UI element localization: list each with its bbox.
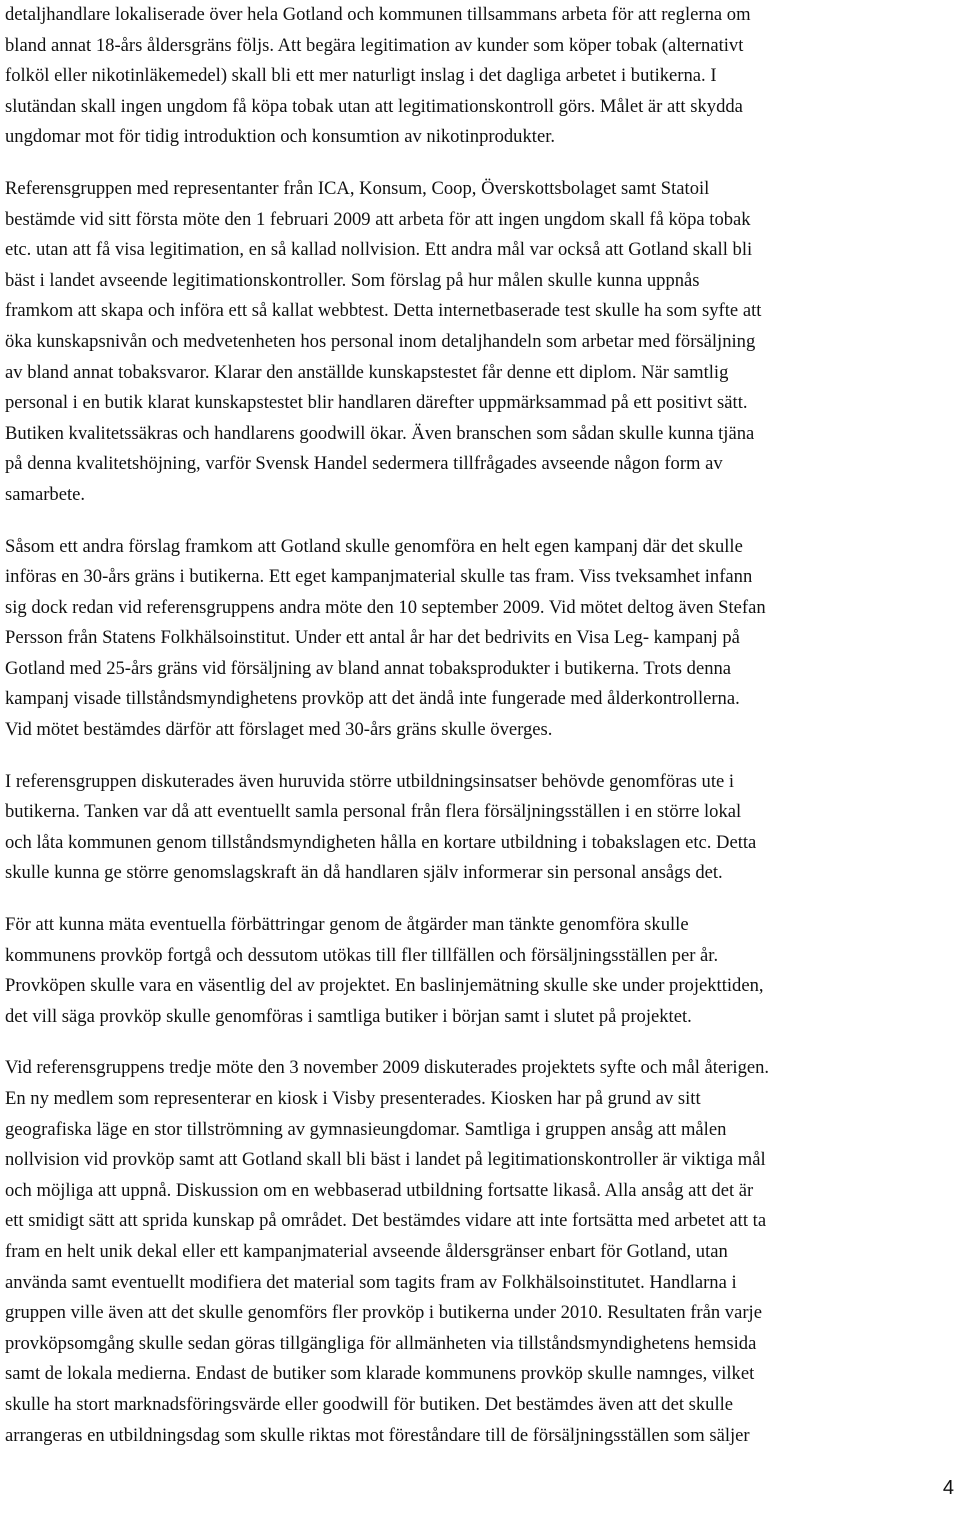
text-line: Referensgruppen med representanter från ICA, Konsum, Coop, Överskottsbolaget samt Statoil bbox=[5, 177, 710, 199]
text-line: samarbete. bbox=[5, 483, 86, 505]
text-line: kommunens provköp fortgå och dessutom utökas till fler tillfällen och försäljningsställen per år. bbox=[5, 944, 719, 966]
paragraph bbox=[5, 767, 957, 889]
text-line: Gotland med 25-års gräns vid försäljning av bland annat tobaksprodukter i butikerna. Trots denna bbox=[5, 657, 732, 679]
text-line: skulle ha stort marknadsföringsvärde eller goodwill för butiken. Det bestämdes även att det skulle bbox=[5, 1393, 734, 1415]
text-line: personal i en butik klarat kunskapstestet blir handlaren därefter uppmärksammad på ett positivt sätt. bbox=[5, 392, 748, 414]
text-line: För att kunna mäta eventuella förbättringar genom de åtgärder man tänkte genomföra skulle bbox=[5, 914, 689, 936]
text-line: slutändan skall ingen ungdom få köpa tobak utan att legitimationskontroll görs. Målet är att skydda bbox=[5, 95, 743, 117]
text-line: Såsom ett andra förslag framkom att Gotland skulle genomföra en helt egen kampanj där det skulle bbox=[5, 535, 743, 557]
text-line: butikerna. Tanken var då att eventuellt samla personal från flera försäljningsställen i en större lokal bbox=[5, 801, 742, 823]
text-line: arrangeras en utbildningsdag som skulle riktas mot föreståndare till de försäljningsställen som säljer bbox=[5, 1424, 750, 1446]
text-line: framkom att skapa och införa ett så kallat webbtest. Detta internetbaserade test skulle ha som syfte att bbox=[5, 300, 762, 322]
text-line: ett smidigt sätt att sprida kunskap på området. Det bestämdes vidare att inte fortsätta med arbetet att ta bbox=[5, 1210, 767, 1232]
text-line: gruppen ville även att det skulle genomförs fler provköp i butikerna under 2010. Resultaten från varje bbox=[5, 1302, 762, 1324]
text-line: folköl eller nikotinläkemedel) skall bli ett mer naturligt inslag i det dagliga arbetet i butikerna. I bbox=[5, 65, 717, 87]
paragraph-gap bbox=[5, 511, 957, 532]
text-line: bland annat 18-års åldersgräns följs. Att begära legitimation av kunder som köper tobak (alternativt bbox=[5, 34, 744, 56]
paragraph bbox=[5, 910, 957, 1032]
paragraph-gap bbox=[5, 889, 957, 910]
text-line: och möjliga att uppnå. Diskussion om en webbaserad utbildning fortsatte likaså. Alla ansåg att det är bbox=[5, 1179, 754, 1201]
text-line: ungdomar mot för tidig introduktion och konsumtion av nikotinprodukter. bbox=[5, 126, 556, 148]
text-line: En ny medlem som representerar en kiosk i Visby presenterades. Kiosken har på grund av sitt bbox=[5, 1088, 701, 1109]
text-line: skulle kunna ge större genomslagskraft än då handlaren själv informerar sin personal ansågs det. bbox=[5, 862, 723, 884]
text-line: bestämde vid sitt första möte den 1 februari 2009 att arbeta för att ingen ungdom skall få köpa tobak bbox=[5, 208, 751, 230]
text-line: Butiken kvalitetssäkras och handlarens goodwill ökar. Även branschen som sådan skulle kunna tjäna bbox=[5, 422, 755, 444]
paragraph bbox=[5, 532, 957, 746]
paragraph bbox=[5, 1053, 957, 1451]
text-line: på denna kvalitetshöjning, varför Svensk Handel sedermera tillfrågades avseende någon form av bbox=[5, 453, 723, 475]
text-line: provköpsomgång skulle sedan göras tillgängliga för allmänheten via tillståndsmyndighetens hemsida bbox=[5, 1332, 757, 1354]
paragraph-gap bbox=[5, 746, 957, 767]
text-line: geografiska läge en stor tillströmning av gymnasieungdomar. Samtliga i gruppen ansåg att målen bbox=[5, 1118, 727, 1140]
text-line: kampanj visade tillståndsmyndighetens provköp att det ändå inte fungerade med ålderkontrollerna. bbox=[5, 688, 740, 710]
text-line: använda samt eventuellt modifiera det material som tagits fram av Folkhälsoinstitutet. Handlarna i bbox=[5, 1271, 737, 1293]
text-line: Vid referensgruppens tredje möte den 3 november 2009 diskuterades projektets syfte och mål återigen. bbox=[5, 1057, 770, 1079]
paragraph-gap bbox=[5, 1032, 957, 1053]
text-line: sig dock redan vid referensgruppens andra möte den 10 september 2009. Vid mötet deltog även Stefan bbox=[5, 596, 766, 618]
text-line: Vid mötet bestämdes därför att förslaget med 30-års gräns skulle överges. bbox=[5, 719, 553, 741]
page-number: 4 bbox=[942, 1477, 954, 1499]
text-line: införas en 30-års gräns i butikerna. Ett eget kampanjmaterial skulle tas fram. Viss tveksamhet infann bbox=[5, 566, 753, 588]
text-line: I referensgruppen diskuterades även huruvida större utbildningsinsatser behövde genomföras ute i bbox=[5, 770, 735, 792]
text-line: etc. utan att få visa legitimation, en så kallad nollvision. Ett andra mål var också att Gotland skall bli bbox=[5, 239, 753, 261]
text-line: bäst i landet avseende legitimationskontroller. Som förslag på hur målen skulle kunna uppnås bbox=[5, 269, 700, 291]
text-line: fram en helt unik dekal eller ett kampanjmaterial avseende åldersgränser enbart för Gotland, utan bbox=[5, 1240, 728, 1262]
document-page bbox=[5, 0, 957, 1451]
text-line: detaljhandlare lokaliserade över hela Gotland och kommunen tillsammans arbeta för att reglerna om bbox=[5, 4, 751, 25]
paragraph-gap bbox=[5, 153, 957, 174]
text-line: och låta kommunen genom tillståndsmyndigheten hålla en kortare utbildning i tobakslagen etc. Detta bbox=[5, 831, 757, 853]
text-line: av bland annat tobaksvaror. Klarar den anställde kunskapstestet får denne ett diplom. När samtlig bbox=[5, 361, 729, 383]
text-line: det vill säga provköp skulle genomföras i samtliga butiker i början samt i slutet på projektet. bbox=[5, 1005, 692, 1027]
text-line: nollvision vid provköp samt att Gotland skall bli bäst i landet på legitimationskontroller är viktiga mål bbox=[5, 1149, 766, 1171]
text-line: samt de lokala medierna. Endast de butiker som klarade kommunens provköp skulle namnges, vilket bbox=[5, 1363, 755, 1385]
text-line: Provköpen skulle vara en väsentlig del av projektet. En baslinjemätning skulle ske under projekttiden, bbox=[5, 975, 764, 997]
paragraph bbox=[5, 0, 957, 153]
text-line: Persson från Statens Folkhälsoinstitut. Under ett antal år har det bedrivits en Visa Leg- kampanj på bbox=[5, 627, 740, 649]
text-line: öka kunskapsnivån och medvetenheten hos personal inom detaljhandeln som arbetar med försäljning bbox=[5, 330, 756, 352]
paragraph bbox=[5, 174, 957, 511]
